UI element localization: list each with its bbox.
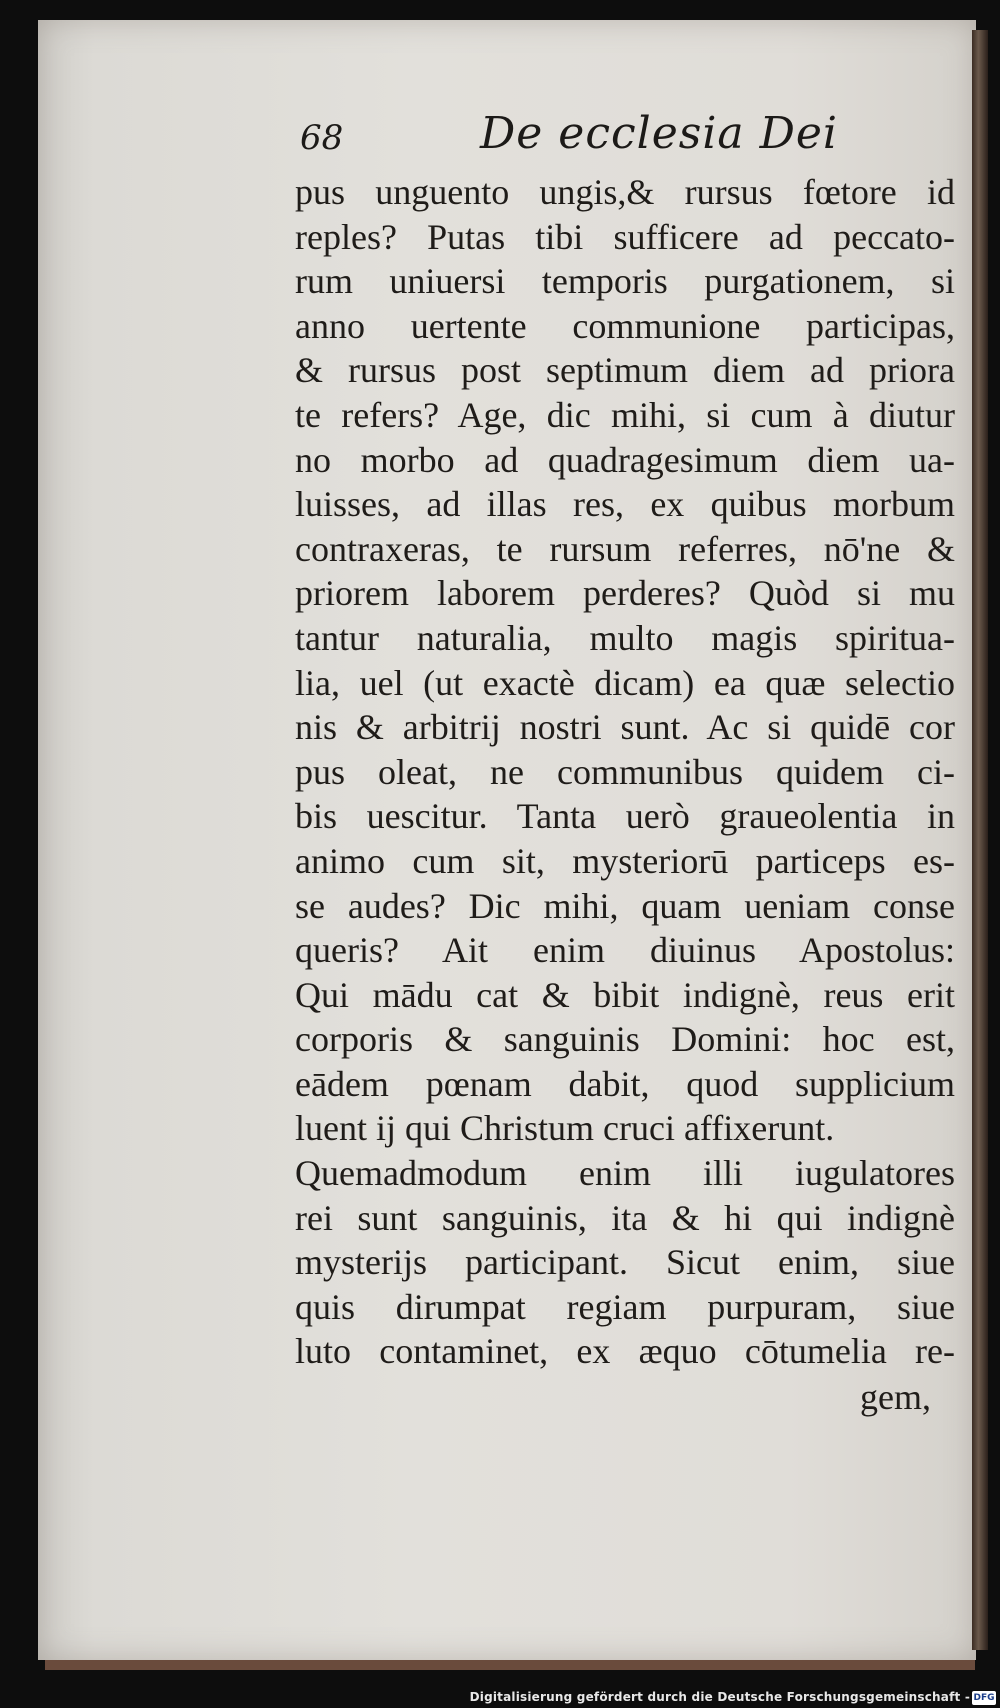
text-line: lia, uel (ut exactè dicam) ea quæ selectio — [295, 662, 955, 703]
text-line: Qui mādu cat & bibit indignè, reus erit — [295, 974, 955, 1015]
text-line: no morbo ad quadragesimum diem ua- — [295, 439, 955, 480]
text-line: bis uescitur. Tanta uerò graueolentia in — [295, 796, 955, 837]
text-line: quis dirumpat regiam purpuram, siue — [295, 1286, 955, 1327]
text-line: eādem pœnam dabit, quod supplicium — [295, 1063, 955, 1104]
text-line: pus unguento ungis,& rursus fœtore id — [295, 172, 955, 212]
text-line: priorem laborem perderes? Quòd si mu — [295, 573, 955, 614]
text-line: luisses, ad illas res, ex quibus morbum — [295, 484, 955, 525]
text-line: se audes? Dic mihi, quam ueniam conse — [295, 885, 955, 926]
text-line: pus oleat, ne communibus quidem ci- — [295, 751, 955, 792]
page-header — [300, 108, 940, 168]
running-head: De ecclesia Dei — [480, 108, 838, 159]
text-line: contraxeras, te rursum referres, nō'ne & — [295, 528, 955, 569]
text-line: nis & arbitrij nostri sunt. Ac si quidē cor — [295, 707, 955, 748]
catchword: gem, — [860, 1377, 931, 1417]
text-line: anno uertente communione participas, — [295, 305, 955, 346]
text-line: Quemadmodum enim illi iugulatores — [295, 1153, 955, 1194]
text-line: luent ij qui Christum cruci affixerunt. — [295, 1108, 835, 1149]
text-line: tantur naturalia, multo magis spiritua- — [295, 617, 955, 658]
text-line: animo cum sit, mysteriorū particeps es- — [295, 840, 955, 881]
page-number: 68 — [300, 118, 344, 158]
text-line: luto contaminet, ex æquo cōtumelia re- — [295, 1331, 955, 1372]
body-text — [295, 170, 955, 1374]
text-line: rum uniuersi temporis purgationem, si — [295, 261, 955, 302]
funding-credit: Digitalisierung gefördert durch die Deutsche Forschungsgemeinschaft - — [469, 1690, 970, 1704]
text-line: te refers? Age, dic mihi, si cum à diutur — [295, 394, 955, 435]
book-bottom-edge — [45, 1660, 975, 1670]
dfg-logo-icon: DFG — [973, 1693, 995, 1703]
text-line: reples? Putas tibi sufficere ad peccato- — [295, 216, 955, 257]
text-line: queris? Ait enim diuinus Apostolus: — [295, 930, 955, 971]
book-edge — [972, 30, 988, 1650]
text-line: mysterijs participant. Sicut enim, siue — [295, 1242, 955, 1283]
text-line: corporis & sanguinis Domini: hoc est, — [295, 1019, 955, 1060]
text-line: & rursus post septimum diem ad priora — [295, 350, 955, 391]
text-line: rei sunt sanguinis, ita & hi qui indignè — [295, 1197, 955, 1238]
